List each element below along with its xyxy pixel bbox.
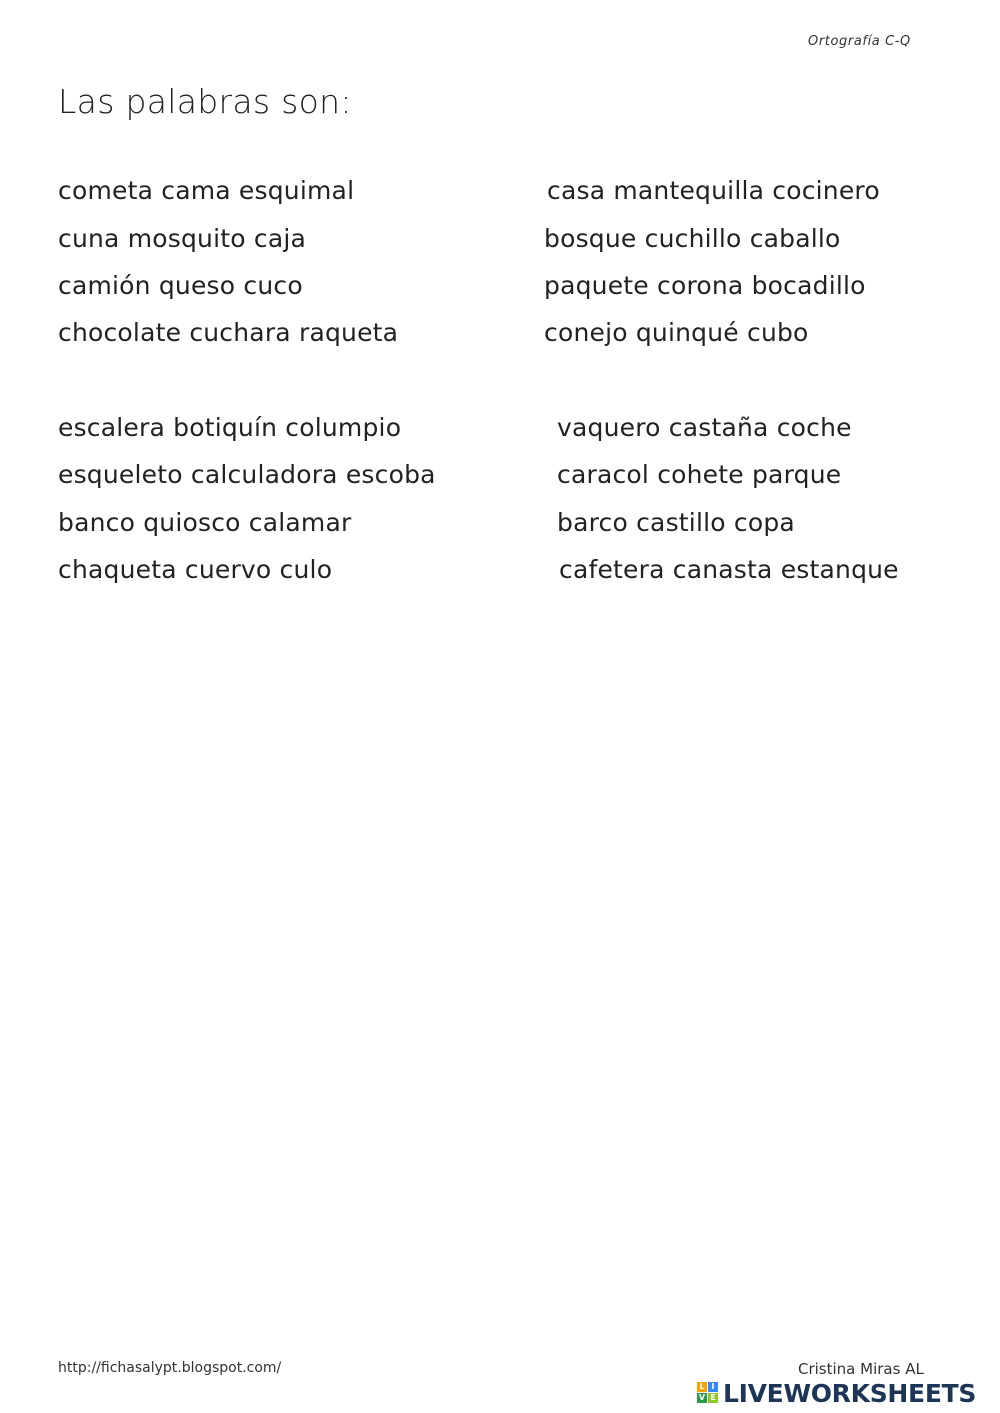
liveworksheets-brand-text: LIVEWORKSHEETS <box>723 1378 977 1408</box>
word-line: cometa cama esquimal <box>58 176 355 205</box>
header-tag: Ortografía C-Q <box>808 34 911 49</box>
logo-tile: L <box>697 1382 707 1392</box>
word-line: camión queso cuco <box>58 271 303 300</box>
word-line: caracol cohete parque <box>557 460 842 489</box>
liveworksheets-logo-icon <box>697 1382 719 1404</box>
word-line: casa mantequilla cocinero <box>547 176 880 205</box>
word-line: paquete corona bocadillo <box>544 271 866 300</box>
word-line: barco castillo copa <box>557 508 795 537</box>
word-line: conejo quinqué cubo <box>544 318 809 347</box>
word-line: bosque cuchillo caballo <box>544 224 841 253</box>
word-line: chocolate cuchara raqueta <box>58 318 399 347</box>
word-line: chaqueta cuervo culo <box>58 555 333 584</box>
logo-tile: V <box>698 1393 706 1402</box>
logo-tile: I <box>708 1382 718 1392</box>
word-line: cafetera canasta estanque <box>559 555 899 584</box>
word-line: banco quiosco calamar <box>58 508 352 537</box>
word-line: vaquero castaña coche <box>557 413 852 442</box>
footer-author: Cristina Miras AL <box>798 1360 924 1378</box>
footer-url[interactable]: http://fichasalypt.blogspot.com/ <box>58 1360 282 1376</box>
liveworksheets-logo <box>697 1380 976 1406</box>
word-line: cuna mosquito caja <box>58 224 307 253</box>
word-line: escalera botiquín columpio <box>58 413 402 442</box>
page-title: Las palabras son: <box>58 82 352 121</box>
word-line: esqueleto calculadora escoba <box>58 460 436 489</box>
logo-tile: E <box>708 1393 718 1403</box>
